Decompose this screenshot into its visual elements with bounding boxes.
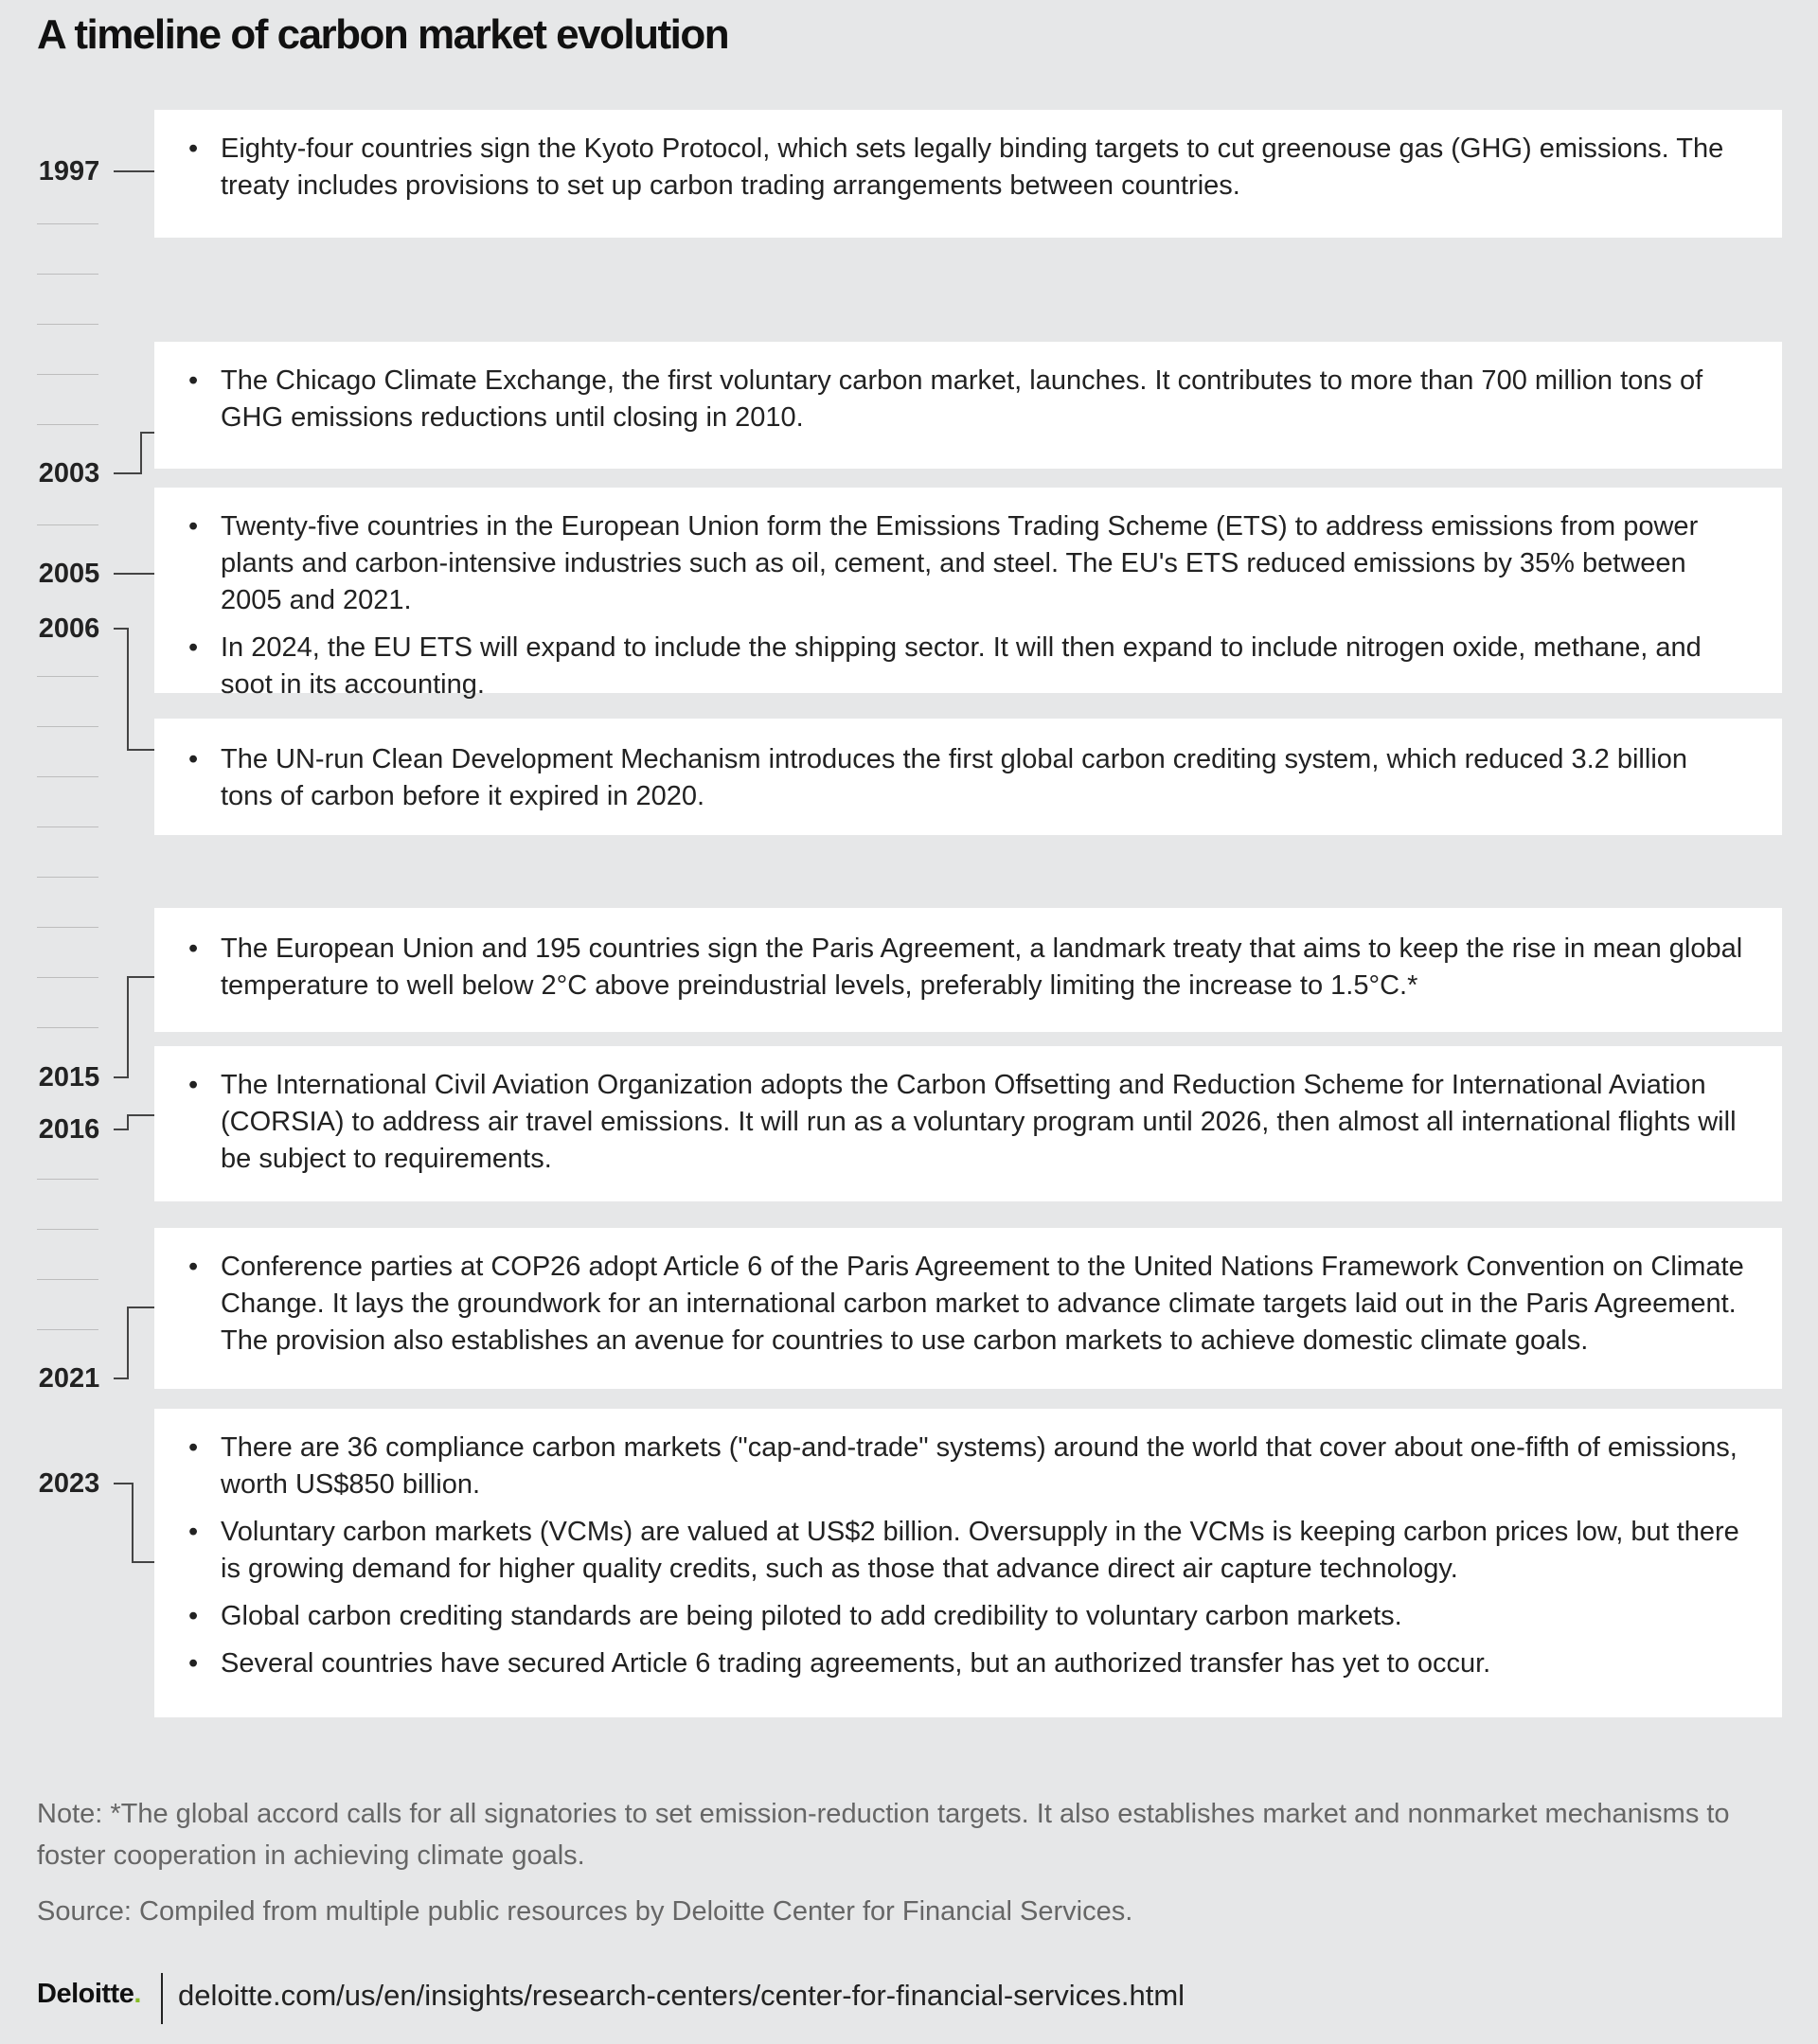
bullet-item: • The UN-run Clean Development Mechanism introduces the first global carbon crediting system, which reduced 3.2 billion tons of carbon before it expired in 2020.	[221, 741, 1744, 815]
bullet-item: • Several countries have secured Article 6 trading agreements, but an authorized transfer has yet to occur.	[221, 1645, 1744, 1682]
connector-2006	[114, 629, 154, 750]
page-title: A timeline of carbon market evolution	[37, 11, 729, 58]
bullet-item: • Voluntary carbon markets (VCMs) are valued at US$2 billion. Oversupply in the VCMs is keeping carbon prices low, but there is growing demand for higher quality credits, such as those that advance direct air capture technology.	[221, 1514, 1744, 1588]
year-label-2005: 2005	[38, 559, 100, 589]
year-label-2016: 2016	[38, 1114, 100, 1145]
timeline-card-2021	[154, 1228, 1782, 1389]
connector-2003	[114, 433, 154, 473]
timeline-card-1997	[154, 110, 1782, 238]
bullet-list	[221, 741, 1744, 815]
bullet-list	[221, 931, 1744, 1004]
bullet-list	[221, 131, 1744, 204]
bullet-list	[221, 1067, 1744, 1178]
footnote: Note: *The global accord calls for all signatories to set emission-reduction targets. It also establishes market and nonmarket mechanisms to foster cooperation in achieving climate goals.	[37, 1799, 1730, 1871]
timeline-card-2016	[154, 1046, 1782, 1201]
bullet-item: • Eighty-four countries sign the Kyoto Protocol, which sets legally binding targets to cut greenouse gas (GHG) emissions. The treaty includes provisions to set up carbon trading arrangements between countries.	[221, 131, 1744, 204]
footer-divider	[161, 1973, 163, 2024]
bullet-item: • The European Union and 195 countries sign the Paris Agreement, a landmark treaty that aims to keep the rise in mean global temperature to well below 2°C above preindustrial levels, preferably limiting the increase to 1.5°C.*	[221, 931, 1744, 1004]
logo-text: Deloitte	[37, 1979, 134, 2009]
timeline-card-2023	[154, 1409, 1782, 1717]
bullet-list	[221, 363, 1744, 436]
bullet-item: • Twenty-five countries in the European Union form the Emissions Trading Scheme (ETS) to address emissions from power plants and carbon-intensive industries such as oil, cement, and steel. The EU's ETS reduced emissions by 35% between 2005 and 2021.	[221, 508, 1744, 619]
year-label-2021: 2021	[38, 1363, 100, 1394]
timeline-card-2003	[154, 342, 1782, 469]
bullet-item: • The Chicago Climate Exchange, the first voluntary carbon market, launches. It contributes to more than 700 million tons of GHG emissions reductions until closing in 2010.	[221, 363, 1744, 436]
bullet-item: • There are 36 compliance carbon markets ("cap-and-trade" systems) around the world that cover about one-fifth of emissions, worth US$850 billion.	[221, 1430, 1744, 1503]
bullet-list	[221, 1430, 1744, 1682]
year-label-2003: 2003	[38, 458, 100, 489]
timeline-card-2015	[154, 908, 1782, 1032]
connector-2015	[114, 977, 154, 1077]
source-line: Source: Compiled from multiple public resources by Deloitte Center for Financial Services.	[37, 1896, 1133, 1927]
bullet-list	[221, 1249, 1744, 1360]
connector-2023	[114, 1484, 154, 1562]
bullet-list	[221, 508, 1744, 703]
year-label-2023: 2023	[38, 1468, 100, 1499]
bullet-item: • Global carbon crediting standards are being piloted to add credibility to voluntary carbon markets.	[221, 1598, 1744, 1635]
timeline-card-2006	[154, 719, 1782, 835]
connector-2016	[114, 1115, 154, 1129]
connector-2021	[114, 1307, 154, 1378]
year-label-1997: 1997	[38, 156, 100, 187]
footer-url-link[interactable]: deloitte.com/us/en/insights/research-centers/center-for-financial-services.html	[178, 1979, 1185, 2012]
bullet-item: • Conference parties at COP26 adopt Article 6 of the Paris Agreement to the United Nations Framework Convention on Climate Change. It lays the groundwork for an international carbon market to advance climate targets laid out in the Paris Agreement. The provision also establishes an avenue for countries to use carbon markets to achieve domestic climate goals.	[221, 1249, 1744, 1360]
year-label-2015: 2015	[38, 1062, 100, 1093]
deloitte-logo	[37, 1979, 141, 2010]
timeline-card-2005	[154, 488, 1782, 700]
bullet-item: • The International Civil Aviation Organization adopts the Carbon Offsetting and Reduction Scheme for International Aviation (CORSIA) to address air travel emissions. It will run as a voluntary program until 2026, then almost all international flights will be subject to requirements.	[221, 1067, 1744, 1178]
logo-green-dot: .	[134, 1979, 141, 2009]
bullet-item: • In 2024, the EU ETS will expand to include the shipping sector. It will then expand to include nitrogen oxide, methane, and soot in its accounting.	[221, 630, 1744, 703]
year-label-2006: 2006	[38, 613, 100, 644]
